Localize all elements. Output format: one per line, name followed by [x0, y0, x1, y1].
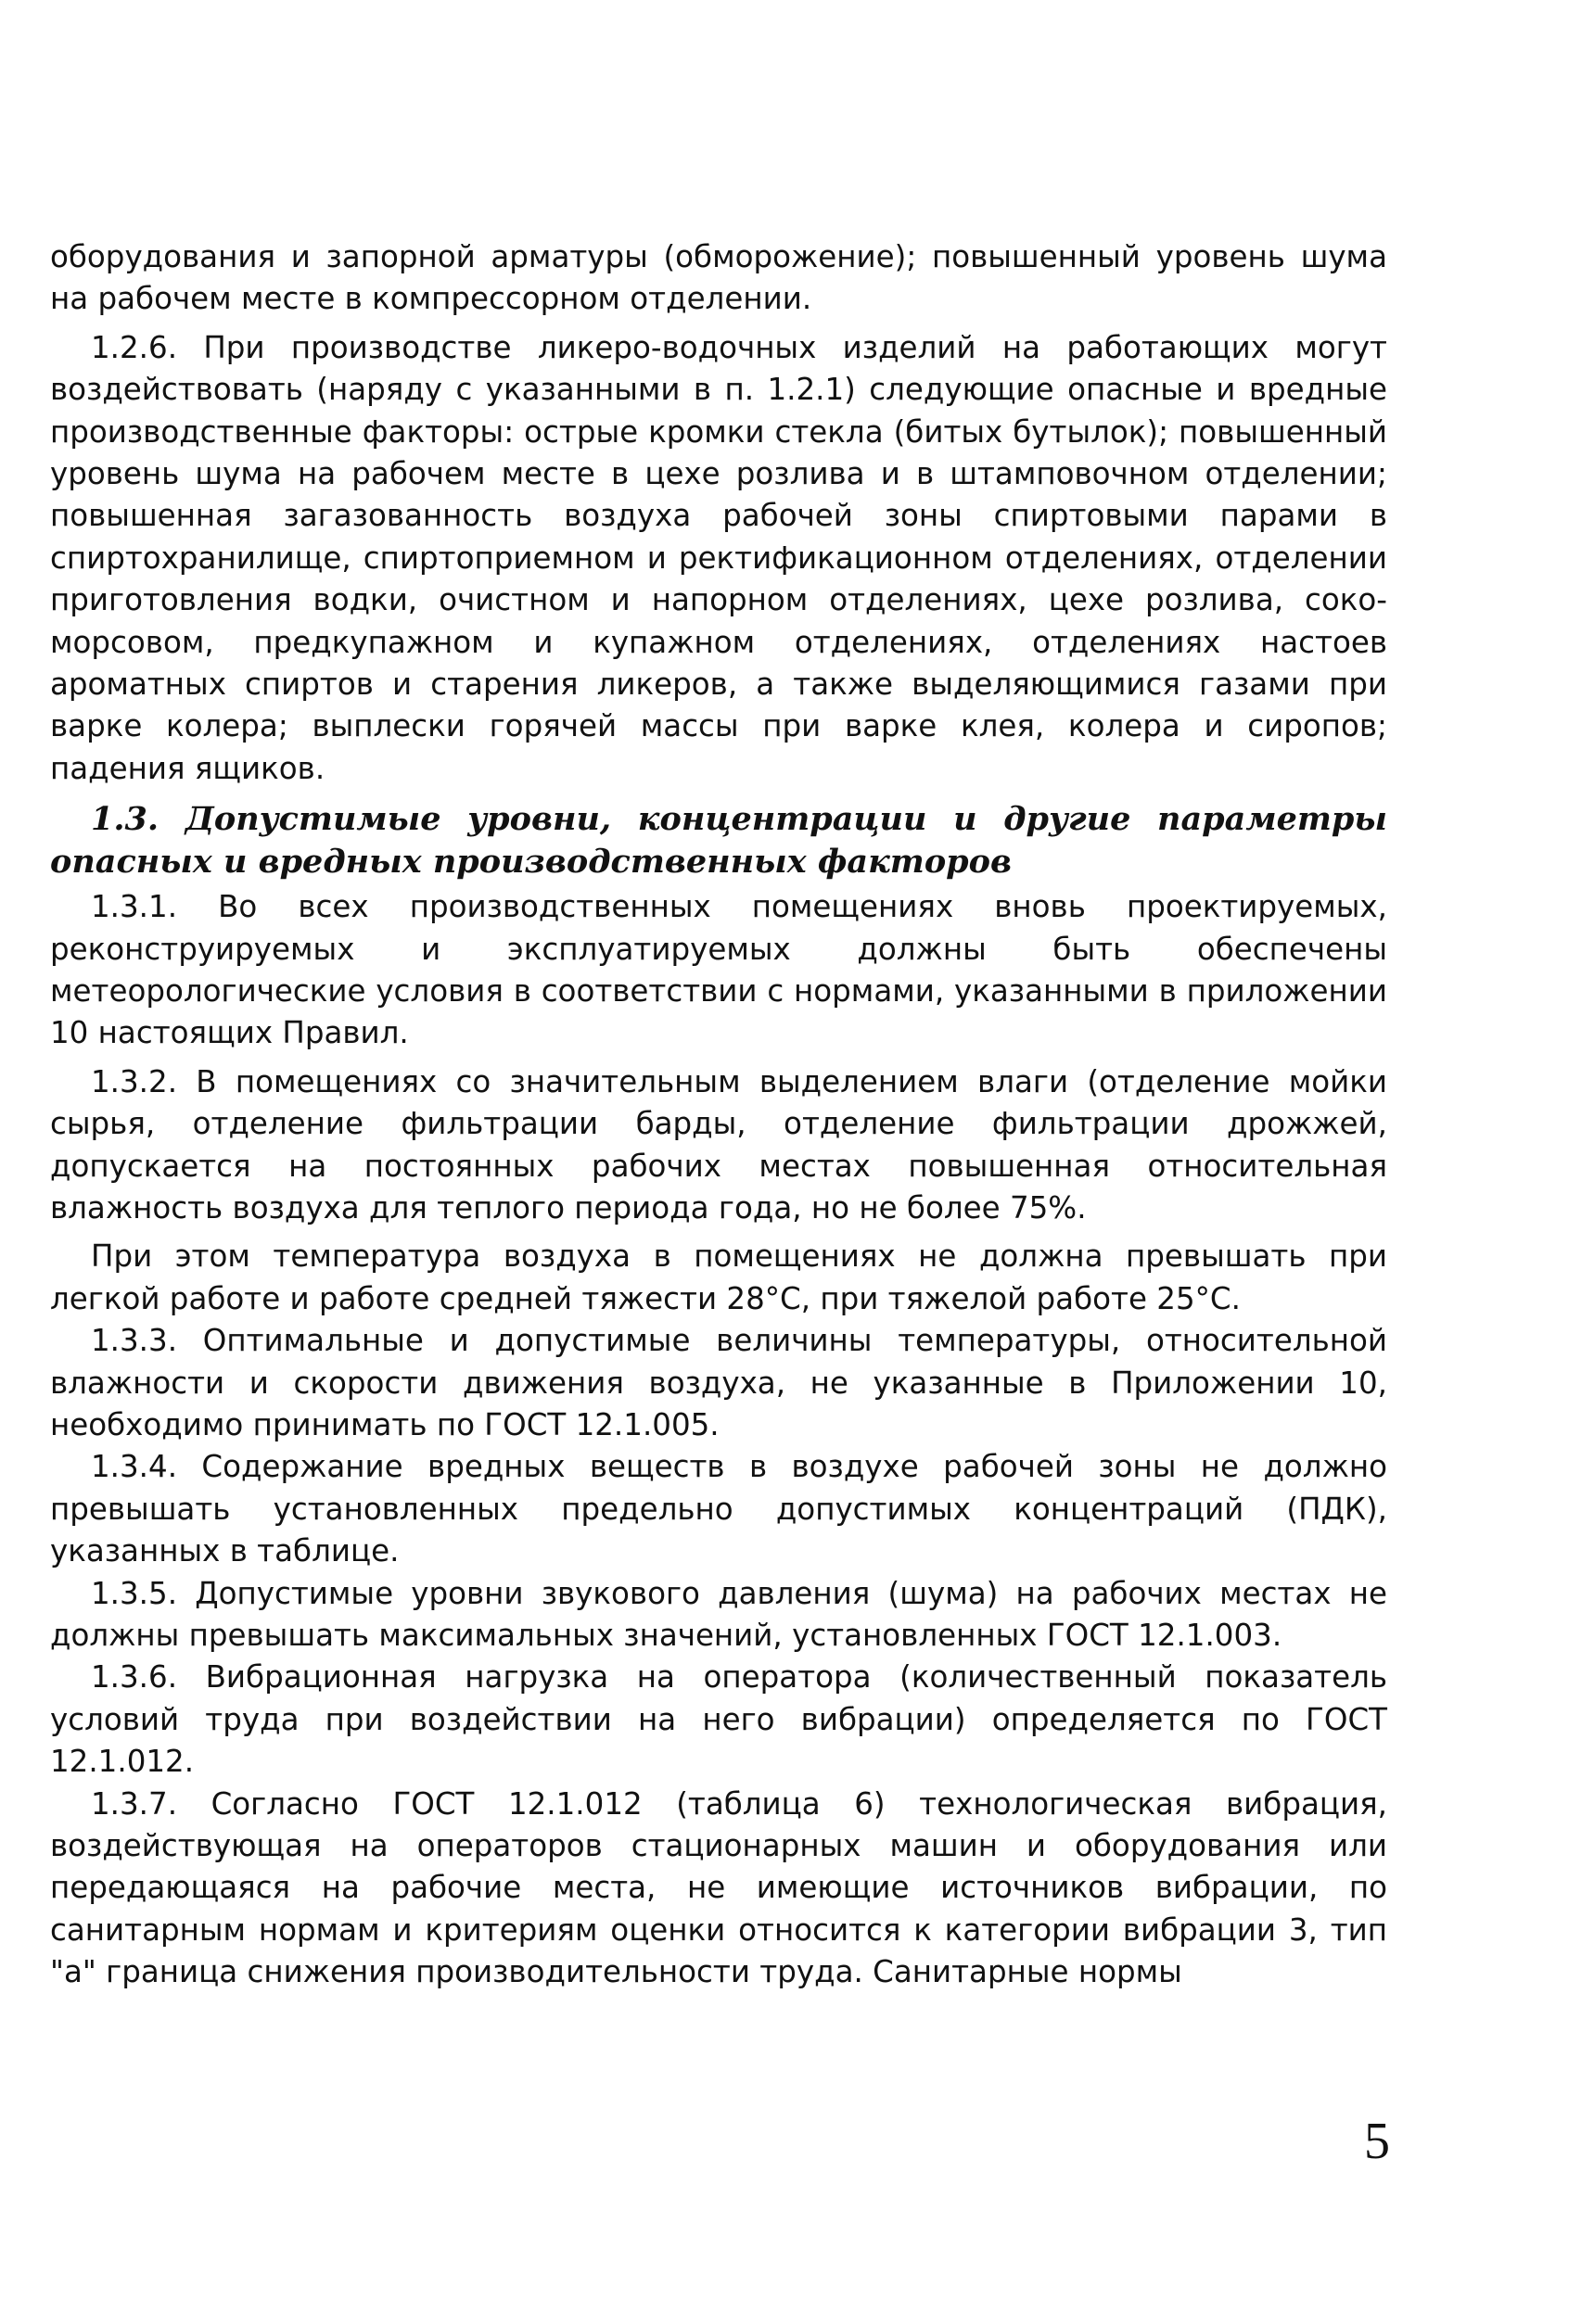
page-body — [50, 236, 1387, 1994]
paragraph-1-2-6: 1.2.6. При производстве ликеро-водочных изделий на работающих могут воздействовать (наряду с указанными в п. 1.2.1) следующие опасные и вредные производственные факторы: острые кромки стекла (битых бутылок); повышенный уровень шума на рабочем месте в цехе розлива и в штамповочном отделении; повышенная загазованность воздуха рабочей зоны спиртовыми парами в спиртохранилище, спиртоприемном и ректификационном отделениях, отделении приготовления водки, очистном и напорном отделениях, цехе розлива, соко-морсовом, предкупажном и купажном отделениях, отделениях настоев ароматных спиртов и старения ликеров, а также выделяющимися газами при варке колера; выплески горячей массы при варке клея, колера и сиропов; падения ящиков. — [50, 329, 1387, 786]
paragraph-1-3-7: 1.3.7. Согласно ГОСТ 12.1.012 (таблица 6) технологическая вибрация, воздействующая на операторов стационарных машин и оборудования или передающаяся на рабочие места, не имеющие источников вибрации, по санитарным нормам и критериям оценки относится к категории вибрации 3, тип "а" граница снижения производительности труда. Санитарные нормы — [50, 1785, 1387, 1990]
paragraph-temperature-note: При этом температура воздуха в помещениях не должна превышать при легкой работе и работе средней тяжести 28°С, при тяжелой работе 25°С. — [50, 1238, 1387, 1316]
paragraph-1-3-3: 1.3.3. Оптимальные и допустимые величины температуры, относительной влажности и скорости движения воздуха, не указанные в Приложении 10, необходимо принимать по ГОСТ 12.1.005. — [50, 1323, 1387, 1442]
paragraph-1-3-1: 1.3.1. Во всех производственных помещениях вновь проектируемых, реконструируемых и эксплуатируемых должны быть обеспечены метеорологические условия в соответствии с нормами, указанными в приложении 10 настоящих Правил. — [50, 889, 1387, 1051]
page-number: 5 — [1364, 2113, 1390, 2170]
paragraph-1-3-2: 1.3.2. В помещениях со значительным выделением влаги (отделение мойки сырья, отделение фильтрации барды, отделение фильтрации дрожжей, допускается на постоянных рабочих местах повышенная относительная влажность воздуха для теплого периода года, но не более 75%. — [50, 1063, 1387, 1225]
section-heading-1-3: 1.3. Допустимые уровни, концентрации и другие параметры опасных и вредных производственных факторов — [50, 800, 1387, 881]
paragraph-1-3-5: 1.3.5. Допустимые уровни звукового давления (шума) на рабочих местах не должны превышать максимальных значений, установленных ГОСТ 12.1.003. — [50, 1575, 1387, 1653]
paragraph-continuation: оборудования и запорной арматуры (обморожение); повышенный уровень шума на рабочем месте в компрессорном отделении. — [50, 239, 1387, 317]
paragraph-1-3-6: 1.3.6. Вибрационная нагрузка на оператора (количественный показатель условий труда при воздействии на него вибрации) определяется по ГОСТ 12.1.012. — [50, 1659, 1387, 1780]
paragraph-1-3-4: 1.3.4. Содержание вредных веществ в воздухе рабочей зоны не должно превышать установленных предельно допустимых концентраций (ПДК), указанных в таблице. — [50, 1449, 1387, 1569]
